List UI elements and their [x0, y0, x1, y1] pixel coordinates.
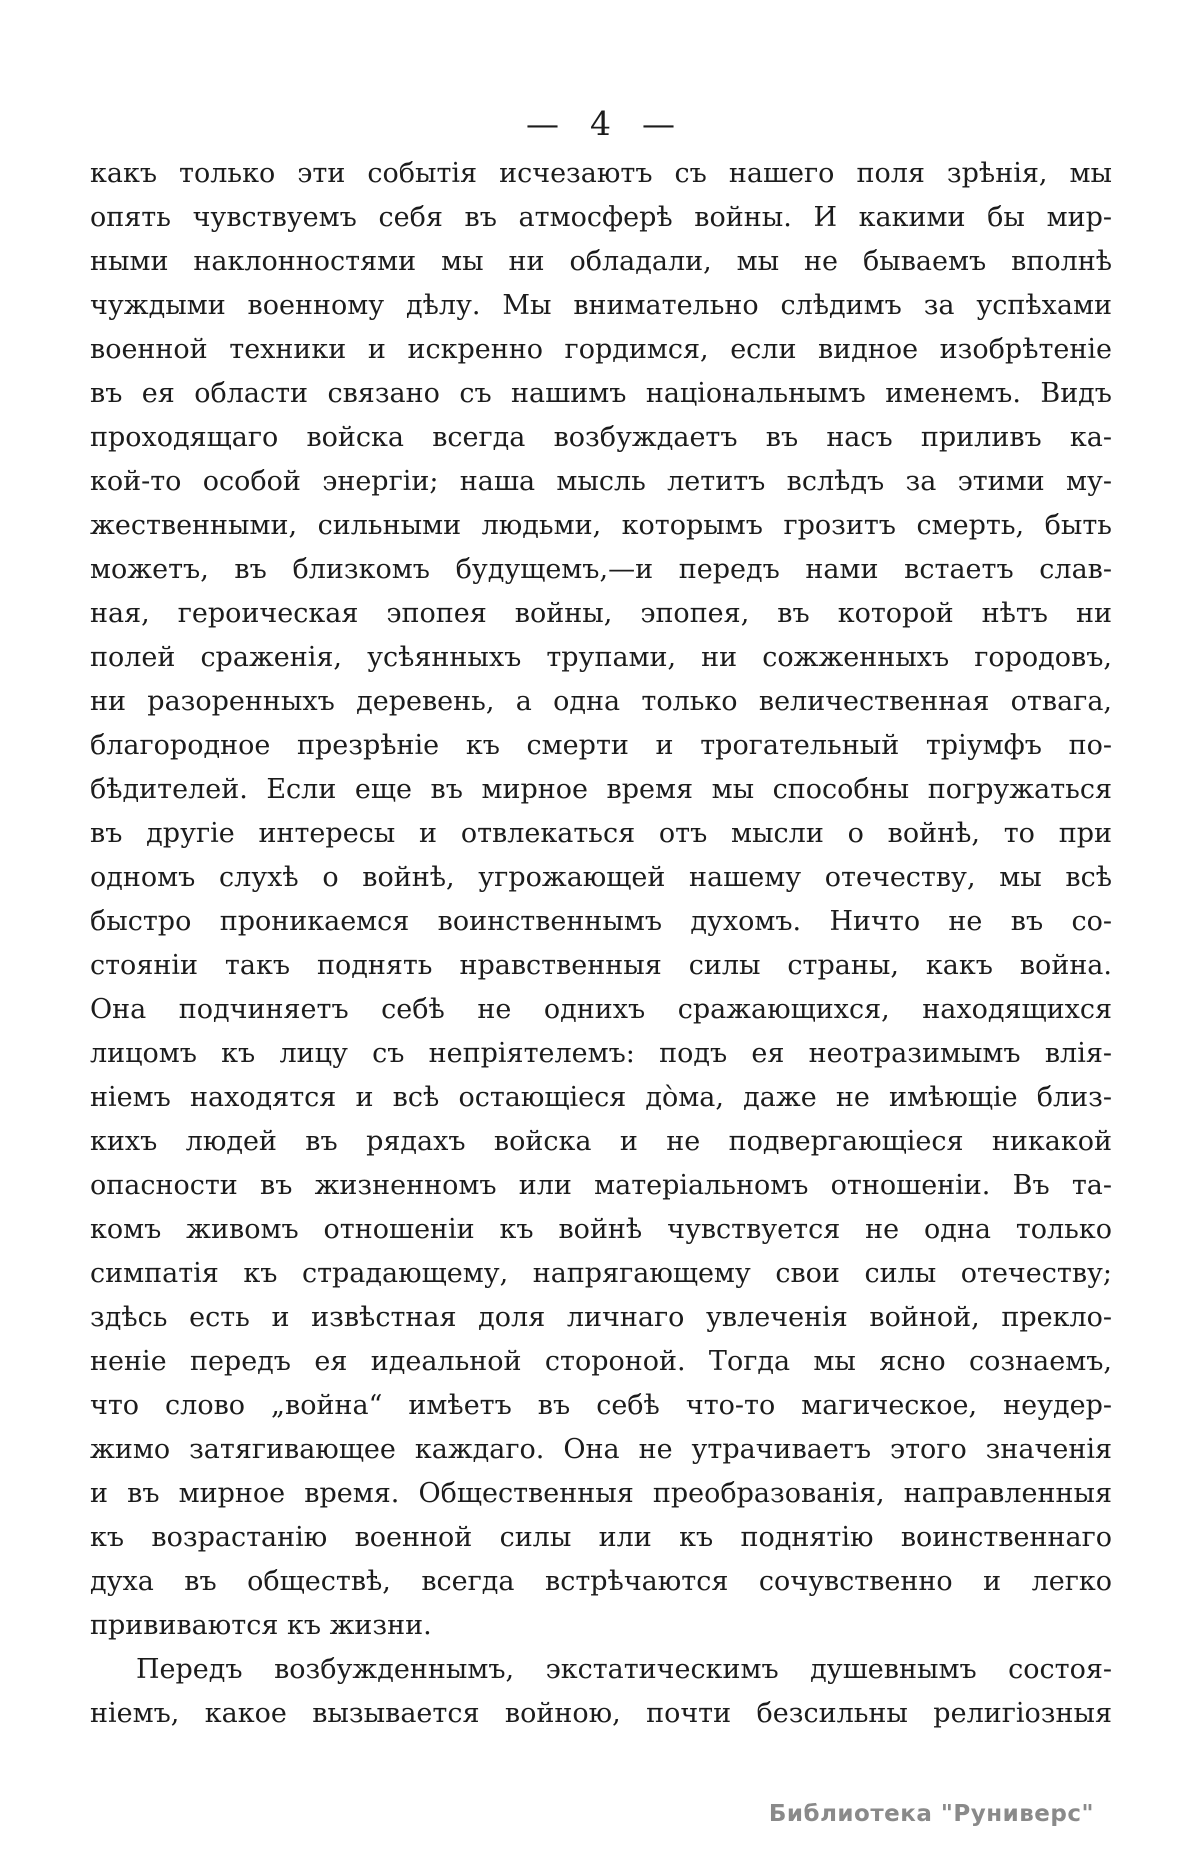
library-watermark: Библиотека "Руниверс" — [768, 1801, 1094, 1827]
text-line: что слово „война“ имѣетъ въ себѣ что-то магическое, неудер- — [90, 1390, 1112, 1421]
body-text — [90, 152, 1112, 1736]
text-line: въ ея области связано съ нашимъ національнымъ именемъ. Видъ — [90, 378, 1112, 409]
text-line: проходящаго войска всегда возбуждаетъ въ насъ приливъ ка- — [90, 422, 1112, 453]
paragraph — [90, 152, 1112, 1648]
text-line: духа въ обществѣ, всегда встрѣчаются сочувственно и легко — [90, 1566, 1112, 1597]
text-line: кой-то особой энергіи; наша мысль летитъ вслѣдъ за этими му- — [90, 466, 1112, 497]
text-line: здѣсь есть и извѣстная доля личнаго увлеченія войной, прекло- — [90, 1302, 1112, 1333]
text-line: одномъ слухѣ о войнѣ, угрожающей нашему отечеству, мы всѣ — [90, 862, 1112, 893]
text-line: Передъ возбужденнымъ, экстатическимъ душевнымъ состоя- — [136, 1654, 1112, 1685]
text-line: неніе передъ ея идеальной стороной. Тогда мы ясно сознаемъ, — [90, 1346, 1112, 1377]
text-line: жественными, сильными людьми, которымъ грозитъ смерть, быть — [90, 510, 1112, 541]
text-line: благородное презрѣніе къ смерти и трогательный тріумфъ по- — [90, 730, 1112, 761]
text-line: бѣдителей. Если еще въ мирное время мы способны погружаться — [90, 774, 1112, 805]
text-line: какъ только эти событія исчезаютъ съ нашего поля зрѣнія, мы — [90, 158, 1112, 189]
text-line: ни разоренныхъ деревень, а одна только величественная отвага, — [90, 686, 1112, 717]
text-line: быстро проникаемся воинственнымъ духомъ. Ничто не въ со- — [90, 906, 1112, 937]
page-header — [90, 104, 1112, 143]
text-line: опять чувствуемъ себя въ атмосферѣ войны. И какими бы мир- — [90, 202, 1112, 233]
header-dash-right: — — [642, 104, 676, 143]
text-line: и въ мирное время. Общественныя преобразованія, направленныя — [90, 1478, 1112, 1509]
text-line: Она подчиняетъ себѣ не однихъ сражающихся, находящихся — [90, 994, 1112, 1025]
text-line: военной техники и искренно гордимся, если видное изобрѣтеніе — [90, 334, 1112, 365]
text-line: симпатія къ страдающему, напрягающему свои силы отечеству; — [90, 1258, 1112, 1289]
text-line: полей сраженія, усѣянныхъ трупами, ни сожженныхъ городовъ, — [90, 642, 1112, 673]
text-line: ными наклонностями мы ни обладали, мы не бываемъ вполнѣ — [90, 246, 1112, 277]
text-line: чуждыми военному дѣлу. Мы внимательно слѣдимъ за успѣхами — [90, 290, 1112, 321]
text-line: къ возрастанію военной силы или къ поднятію воинственнаго — [90, 1522, 1112, 1553]
text-line: лицомъ къ лицу съ непріятелемъ: подъ ея неотразимымъ влія- — [90, 1038, 1112, 1069]
text-line: ніемъ, какое вызывается войною, почти безсильны религіозныя — [90, 1698, 1112, 1729]
header-dash-left: — — [526, 104, 560, 143]
paragraph — [90, 1648, 1112, 1736]
text-line: опасности въ жизненномъ или матеріальномъ отношеніи. Въ та- — [90, 1170, 1112, 1201]
text-line: ная, героическая эпопея войны, эпопея, въ которой нѣтъ ни — [90, 598, 1112, 629]
text-line: комъ живомъ отношеніи къ войнѣ чувствуется не одна только — [90, 1214, 1112, 1245]
text-line: прививаются къ жизни. — [90, 1610, 432, 1641]
text-line: жимо затягивающее каждаго. Она не утрачиваетъ этого значенія — [90, 1434, 1112, 1465]
page-number: 4 — [590, 104, 612, 143]
text-line: въ другіе интересы и отвлекаться отъ мысли о войнѣ, то при — [90, 818, 1112, 849]
text-line: ніемъ находятся и всѣ остающіеся до̀ма, даже не имѣющіе близ- — [90, 1082, 1112, 1113]
text-line: стояніи такъ поднять нравственныя силы страны, какъ война. — [90, 950, 1112, 981]
text-line: кихъ людей въ рядахъ войска и не подвергающіеся никакой — [90, 1126, 1112, 1157]
text-line: можетъ, въ близкомъ будущемъ,—и передъ нами встаетъ слав- — [90, 554, 1112, 585]
